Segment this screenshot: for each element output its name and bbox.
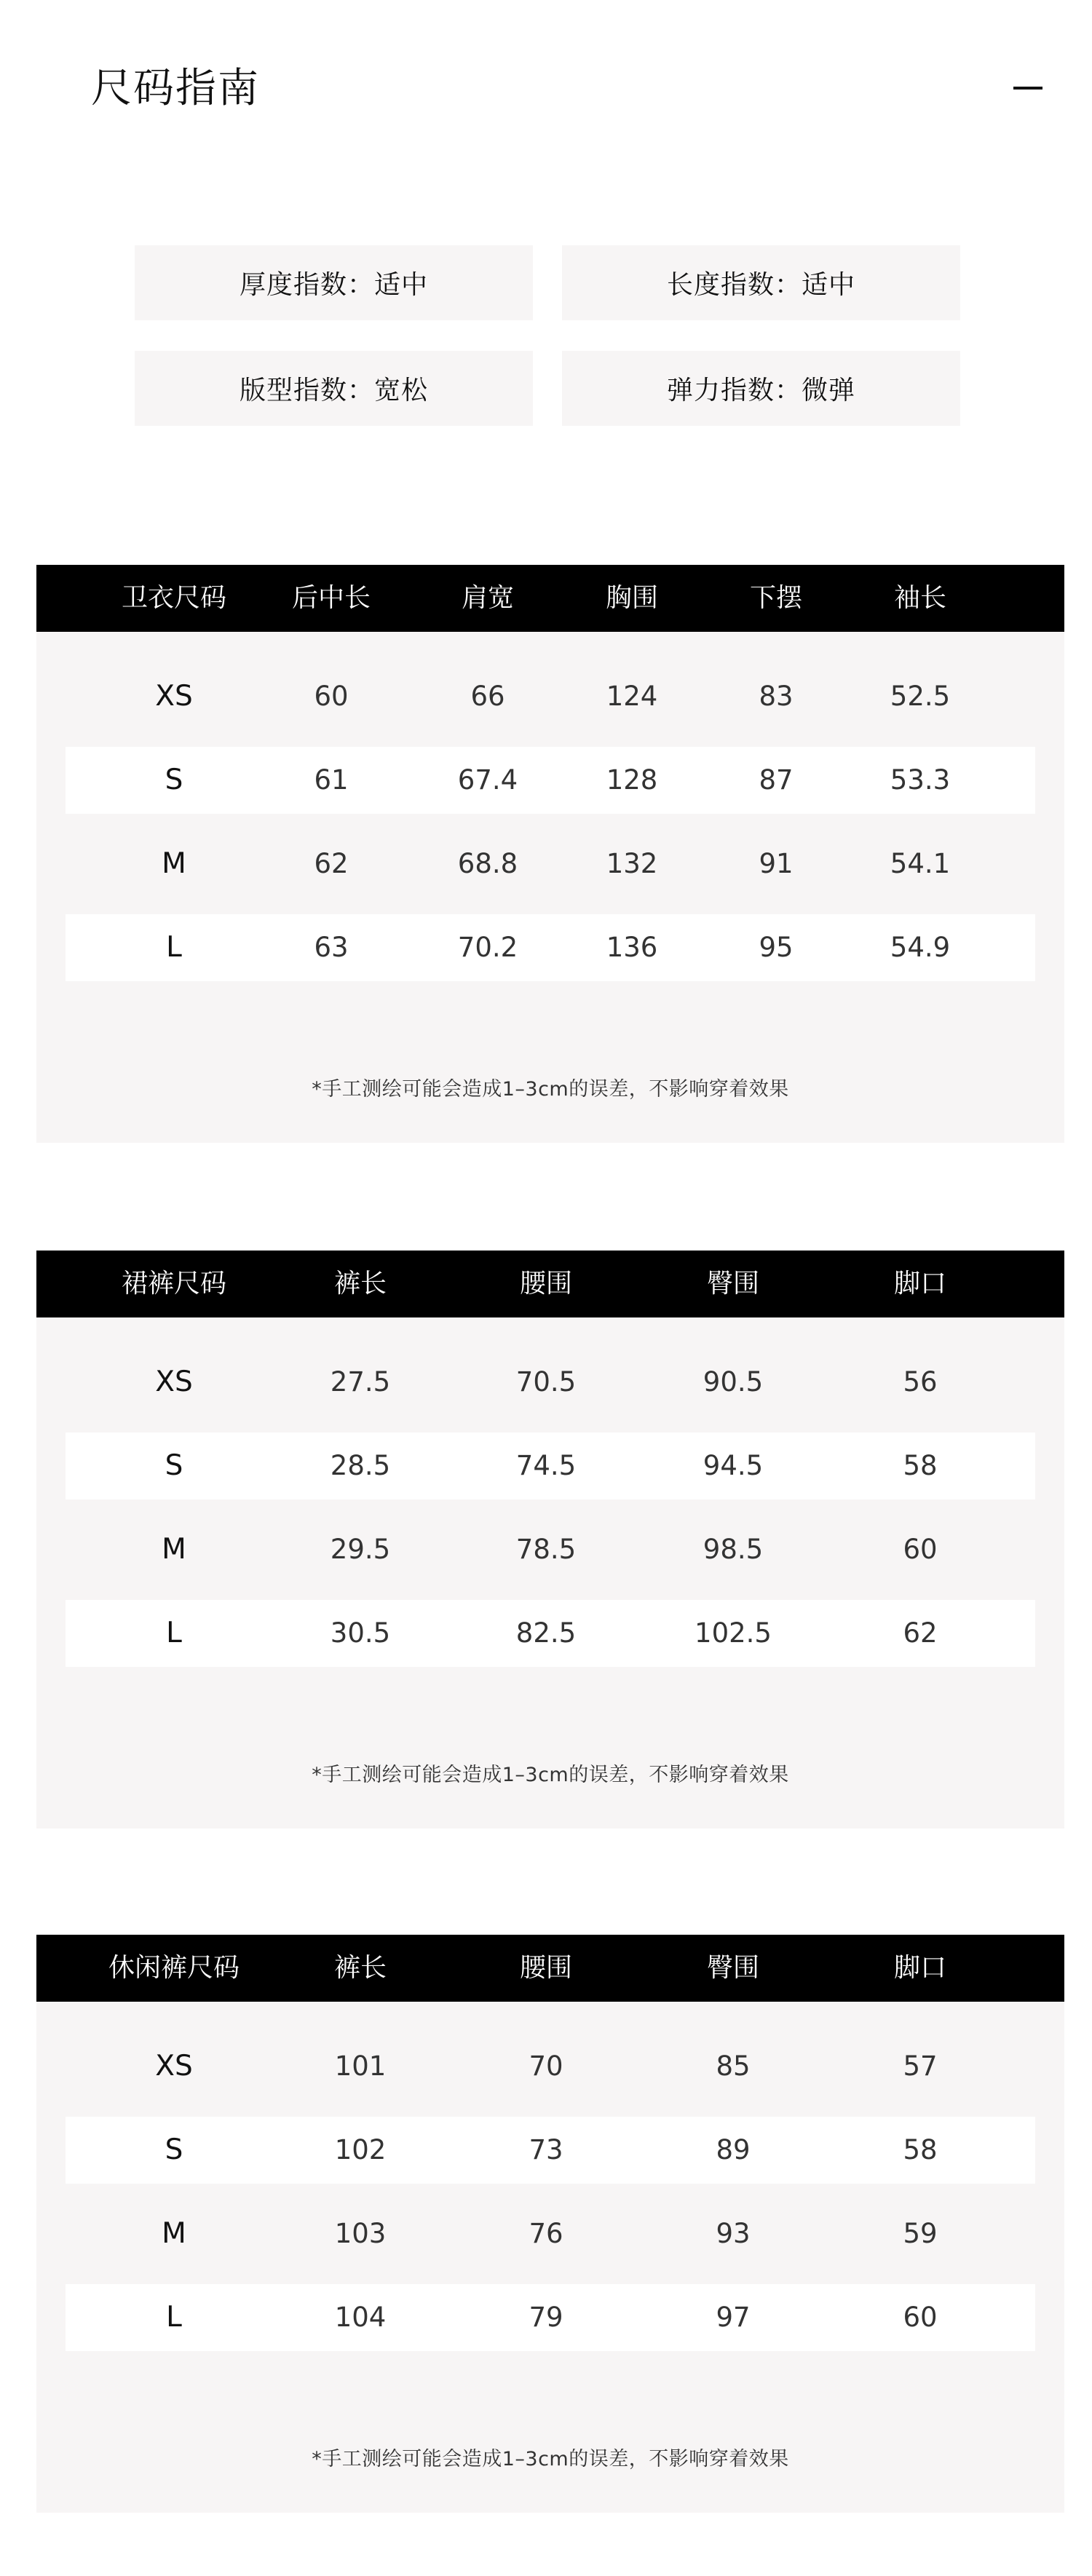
table-header-cell: 腰围 [519,1953,572,1983]
table-cell: 101 [334,2050,387,2082]
table-row [66,914,1035,981]
size-cell: XS [155,1366,193,1398]
table-header-cell: 脚口 [893,1269,946,1299]
table-cell: 28.5 [330,1450,391,1481]
table-row [66,2033,1035,2100]
table-row [66,747,1035,814]
table-header-cell: 臀围 [706,1953,759,1983]
table-row [66,1516,1035,1583]
size-cell: XS [155,680,193,713]
table-cell: 59 [903,2218,938,2249]
table-header-cell: 休闲裤尺码 [108,1953,240,1983]
table-cell: 136 [606,932,658,963]
table-header-cell: 肩宽 [461,583,514,613]
table-cell: 54.1 [890,848,951,879]
table-cell: 98.5 [703,1534,764,1565]
table-header-cell: 裤长 [333,1269,387,1299]
table-cell: 91 [759,848,794,879]
spec-thickness: 厚度指数：适中 [135,245,533,320]
size-cell: L [166,1617,182,1649]
table-cell: 74.5 [515,1450,577,1481]
table-header-cell: 袖长 [893,583,946,613]
collapse-minus-icon[interactable] [1013,79,1042,98]
table-cell: 76 [529,2218,563,2249]
table-header-cell: 后中长 [291,583,371,613]
table-header-cell: 臀围 [706,1269,759,1299]
size-cell: L [166,2301,182,2334]
table-cell: 30.5 [330,1617,391,1649]
table-header-cell: 卫衣尺码 [121,583,226,613]
table-header-cell: 下摆 [749,583,802,613]
table-row [66,2117,1035,2184]
table-cell: 124 [606,681,658,712]
table-cell: 53.3 [890,764,951,796]
table-row [66,1349,1035,1416]
table-cell: 70.2 [457,932,518,963]
table-row [66,2200,1035,2267]
table-cell: 70.5 [515,1366,577,1398]
table-cell: 66 [470,681,505,712]
table-cell: 73 [529,2134,563,2165]
measurement-note: *手工测绘可能会造成1–3cm的误差，不影响穿着效果 [312,2448,789,2470]
table-cell: 70 [529,2050,563,2082]
table-header-cell: 腰围 [519,1269,572,1299]
table-cell: 54.9 [890,932,951,963]
size-cell: XS [155,2050,193,2082]
table-cell: 29.5 [330,1534,391,1565]
table-cell: 60 [903,2302,938,2333]
table-cell: 104 [334,2302,387,2333]
casual-pants-size-table [36,1935,1064,2513]
size-cell: M [162,1533,186,1566]
table-cell: 87 [759,764,794,796]
table-header-cell: 裙裤尺码 [121,1269,226,1299]
table-cell: 82.5 [515,1617,577,1649]
size-cell: S [165,1449,183,1482]
table-cell: 27.5 [330,1366,391,1398]
table-cell: 89 [716,2134,751,2165]
table-cell: 103 [334,2218,387,2249]
table-cell: 68.8 [457,848,518,879]
table-row [66,2284,1035,2351]
table-header-cell: 裤长 [333,1953,387,1983]
table-cell: 62 [314,848,349,879]
table-row [66,1432,1035,1499]
table-cell: 57 [903,2050,938,2082]
size-cell: S [165,2133,183,2166]
table-header [36,1935,1064,2002]
table-cell: 83 [759,681,794,712]
table-header-cell: 胸围 [605,583,658,613]
skirt-pants-size-table [36,1251,1064,1828]
table-cell: 52.5 [890,681,951,712]
table-header-cell: 脚口 [893,1953,946,1983]
table-cell: 79 [529,2302,563,2333]
page-title: 尺码指南 [91,65,260,112]
table-cell: 60 [314,681,349,712]
table-cell: 56 [903,1366,938,1398]
table-cell: 62 [903,1617,938,1649]
table-cell: 132 [606,848,658,879]
table-cell: 67.4 [457,764,518,796]
spec-fit: 版型指数：宽松 [135,351,533,426]
table-header [36,1251,1064,1317]
measurement-note: *手工测绘可能会造成1–3cm的误差，不影响穿着效果 [312,1078,789,1101]
table-header [36,565,1064,632]
size-cell: S [165,764,183,796]
table-cell: 97 [716,2302,751,2333]
table-cell: 93 [716,2218,751,2249]
table-cell: 58 [903,2134,938,2165]
table-cell: 85 [716,2050,751,2082]
table-row [66,831,1035,897]
table-cell: 78.5 [515,1534,577,1565]
table-cell: 58 [903,1450,938,1481]
table-row [66,663,1035,730]
table-cell: 63 [314,932,349,963]
table-cell: 94.5 [703,1450,764,1481]
table-cell: 60 [903,1534,938,1565]
table-cell: 102.5 [695,1617,772,1649]
measurement-note: *手工测绘可能会造成1–3cm的误差，不影响穿着效果 [312,1764,789,1786]
table-cell: 90.5 [703,1366,764,1398]
table-row [66,1600,1035,1667]
spec-stretch: 弹力指数：微弹 [562,351,960,426]
table-cell: 61 [314,764,349,796]
table-cell: 128 [606,764,658,796]
table-cell: 102 [334,2134,387,2165]
spec-length: 长度指数：适中 [562,245,960,320]
hoodie-size-table [36,565,1064,1143]
size-cell: M [162,847,186,880]
table-cell: 95 [759,932,794,963]
size-cell: L [166,931,182,964]
size-cell: M [162,2217,186,2250]
